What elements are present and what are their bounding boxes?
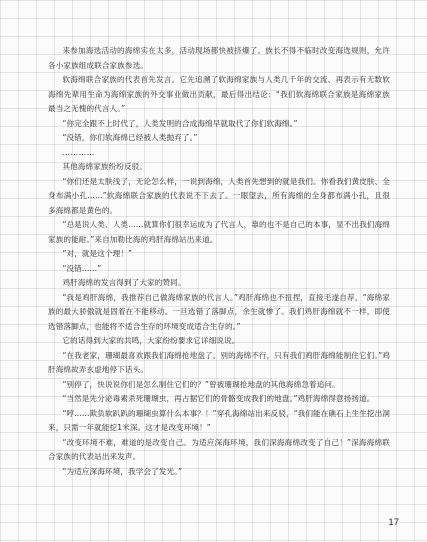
paragraph: 鸡肝海绵的发言得到了大家的赞同。 [62,278,186,287]
paragraph: “对，就是这个理！” [62,249,133,258]
page-body [48,44,390,479]
page-number: 17 [388,517,399,528]
paragraph: “没错……” [62,263,102,273]
ellipsis-line: ………… [62,147,95,157]
paragraph: 来参加海选活动的海绵实在太多，活动现场都快被挤爆了。族长不得不临时改变海选规则，允许各小家族组成联合家族参选。 [48,46,390,70]
paragraph: “当然是先分泌毒素杀死珊瑚虫，再占据它们的骨骼变成我们的地盘。”鸡肝海绵得意扬扬道。 [62,394,375,403]
paragraph: “别停了，快说说你们是怎么制住它们的？”曾被珊瑚抢地盘的其他海绵急着追问。 [62,379,340,389]
paragraph: “在我老家，珊瑚最喜欢跟我们海绵抢地盘了。别的海绵不行，只有我们鸡肝海绵能制住它们。”鸡肝海绵故弄玄虚地停下话头。 [48,350,390,374]
paragraph: “你完全跟不上时代了，人类发明的合成海绵早就取代了你们软海绵。” [62,118,298,128]
paragraph: “没错，你们软海绵已经被人类抛弃了。” [62,133,198,142]
paragraph: 软海绵联合家族的代表首先发言。它先追溯了软海绵家族与人类几千年的交流、再表示有无数软海绵先辈用生命为海绵家族的外交事业做出贡献，最后得出结论：“我们软海绵联合家族是海绵家族最当之无愧的代言人。” [48,75,390,113]
paragraph: “哼……欺负软趴趴的珊瑚虫算什么本事？！”穿孔海绵站出来反驳，“我们能在礁石上生生挖出洞来，只需一年就能挖1米深。这才是改变环境！” [48,408,390,432]
paragraph: 它的话得到大家的共鸣，大家纷纷要求它详细说说。 [62,336,240,345]
paragraph: “改变环境不难，难道的是改变自己。为适应深海环境，我们深海海绵改变了自己！”深海海绵联合家族的代表站出来发声。 [48,437,390,461]
paragraph: “我是鸡肝海绵，我推荐自己做海绵家族的代言人。”鸡肝海绵也不扭捏，直接毛遂自荐，“海绵家族的最大骄傲就是固着在不能移动。一旦选错了落脚点，余生就惨了。我们鸡肝海绵就不一样，即使选错落脚点，也能将不适合生存的环境变成适合生存的。” [48,292,390,331]
paragraph: “你们还是太肤浅了，无论怎么样，一说到海绵，人类首先想到的就是我们。你看我们黄皮肤、全身布满小孔……”软海绵联合家族的代表说不下去了。一眼望去，所有海绵的全身都布满小孔，且很多海绵都是黄色的。 [48,176,390,215]
paragraph: “为适应深海环境，我学会了发光。” [62,466,183,476]
paragraph: “总是说人类、人类……就算你们很幸运成为了代言人，靠的也不是自己的本事，显不出我们海绵家族的能耐。”来自加勒比海的鸡肝海绵站出来道。 [48,220,390,244]
paragraph: 其他海绵家族纷纷反驳。 [62,162,148,171]
